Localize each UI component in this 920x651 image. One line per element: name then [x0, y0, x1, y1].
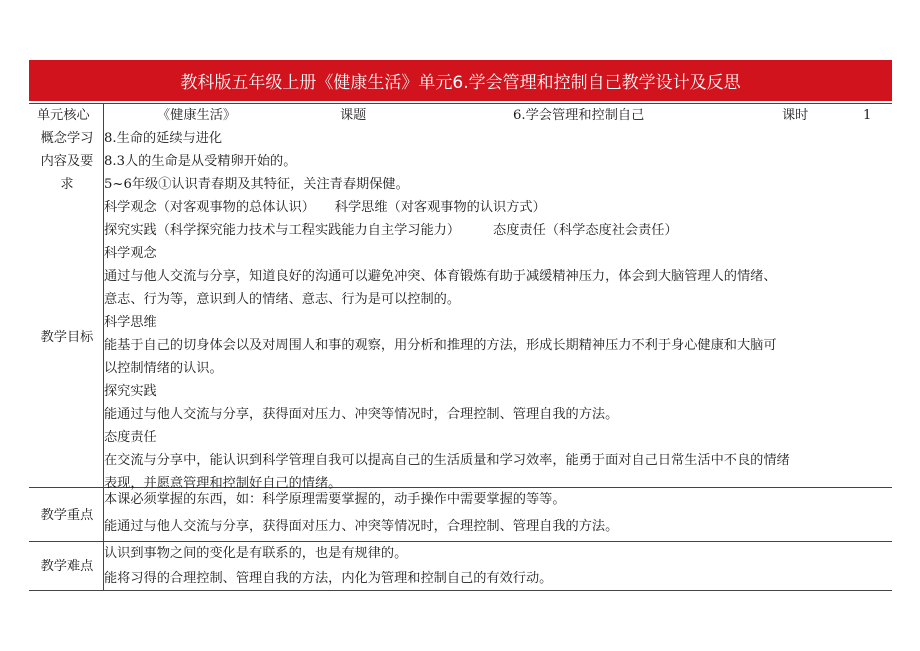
core-concept-line: 8.3人的生命是从受精卵开始的。	[104, 154, 297, 169]
unit-name: 《健康生活》	[157, 108, 237, 123]
objective-line: 以控制情绪的认识。	[104, 361, 223, 376]
difficulty-line: 认识到事物之间的变化是有联系的，也是有规律的。	[104, 546, 408, 561]
key-points-text	[104, 488, 618, 538]
period-value: 1	[863, 108, 872, 123]
core-concept-line: 8.生命的延续与进化	[104, 131, 223, 146]
objective-line: 科学思维	[104, 315, 157, 330]
difficulties-text	[104, 542, 552, 590]
objective-line: 科学观念	[104, 246, 157, 261]
core-concept-line: 5~6年级①认识青春期及其特征，关注青春期保健。	[104, 177, 409, 192]
core-concept-label	[29, 127, 105, 196]
topic-label: 课题	[340, 108, 367, 123]
objectives-label: 教学目标	[40, 330, 94, 345]
objectives-text	[104, 196, 790, 495]
key-point-line: 能通过与他人交流与分享，获得面对压力、冲突等情况时，合理控制、管理自我的方法。	[104, 519, 619, 534]
core-concept-text	[104, 127, 409, 196]
objective-line: 意志、行为等，意识到人的情绪、意志、行为是可以控制的。	[104, 292, 461, 307]
core-concept-label-line: 求	[60, 177, 74, 192]
objective-line: 探究实践	[104, 384, 157, 399]
period-label: 课时	[782, 108, 809, 123]
difficulty-line: 能将习得的合理控制、管理自我的方法，内化为管理和控制自己的有效行动。	[104, 571, 553, 586]
key-point-line: 本课必须掌握的东西，如：科学原理需要掌握的，动手操作中需要掌握的等等。	[104, 492, 566, 507]
objective-line: 探究实践（科学探究能力技术与工程实践能力自主学习能力） 态度责任（科学态度社会责任）	[104, 223, 678, 238]
objective-line: 态度责任	[104, 430, 157, 445]
document-title: 教科版五年级上册《健康生活》单元6.学会管理和控制自己教学设计及反思	[29, 60, 892, 101]
difficulties-label: 教学难点	[40, 559, 94, 574]
objective-line: 科学观念（对客观事物的总体认识） 科学思维（对客观事物的认识方式）	[104, 200, 546, 215]
objective-line: 在交流与分享中，能认识到科学管理自我可以提高自己的生活质量和学习效率，能勇于面对自己日常生活中不良的情绪	[104, 453, 790, 468]
key-points-label: 教学重点	[40, 508, 94, 523]
objective-line: 通过与他人交流与分享，知道良好的沟通可以避免冲突、体育锻炼有助于减缓精神压力，体会到大脑管理人的情绪、	[104, 269, 777, 284]
objective-line: 能基于自己的切身体会以及对周围人和事的观察，用分析和推理的方法，形成长期精神压力不利于身心健康和大脑可	[104, 338, 777, 353]
unit-core-label: 单元核心	[37, 108, 90, 123]
table-divider	[29, 590, 892, 591]
core-concept-label-line: 内容及要	[40, 154, 94, 169]
objective-line: 表现，并愿意管理和控制好自己的情绪。	[104, 476, 342, 491]
core-concept-label-line: 概念学习	[40, 131, 94, 146]
topic-value: 6.学会管理和控制自己	[513, 108, 645, 123]
objective-line: 能通过与他人交流与分享，获得面对压力、冲突等情况时，合理控制、管理自我的方法。	[104, 407, 619, 422]
